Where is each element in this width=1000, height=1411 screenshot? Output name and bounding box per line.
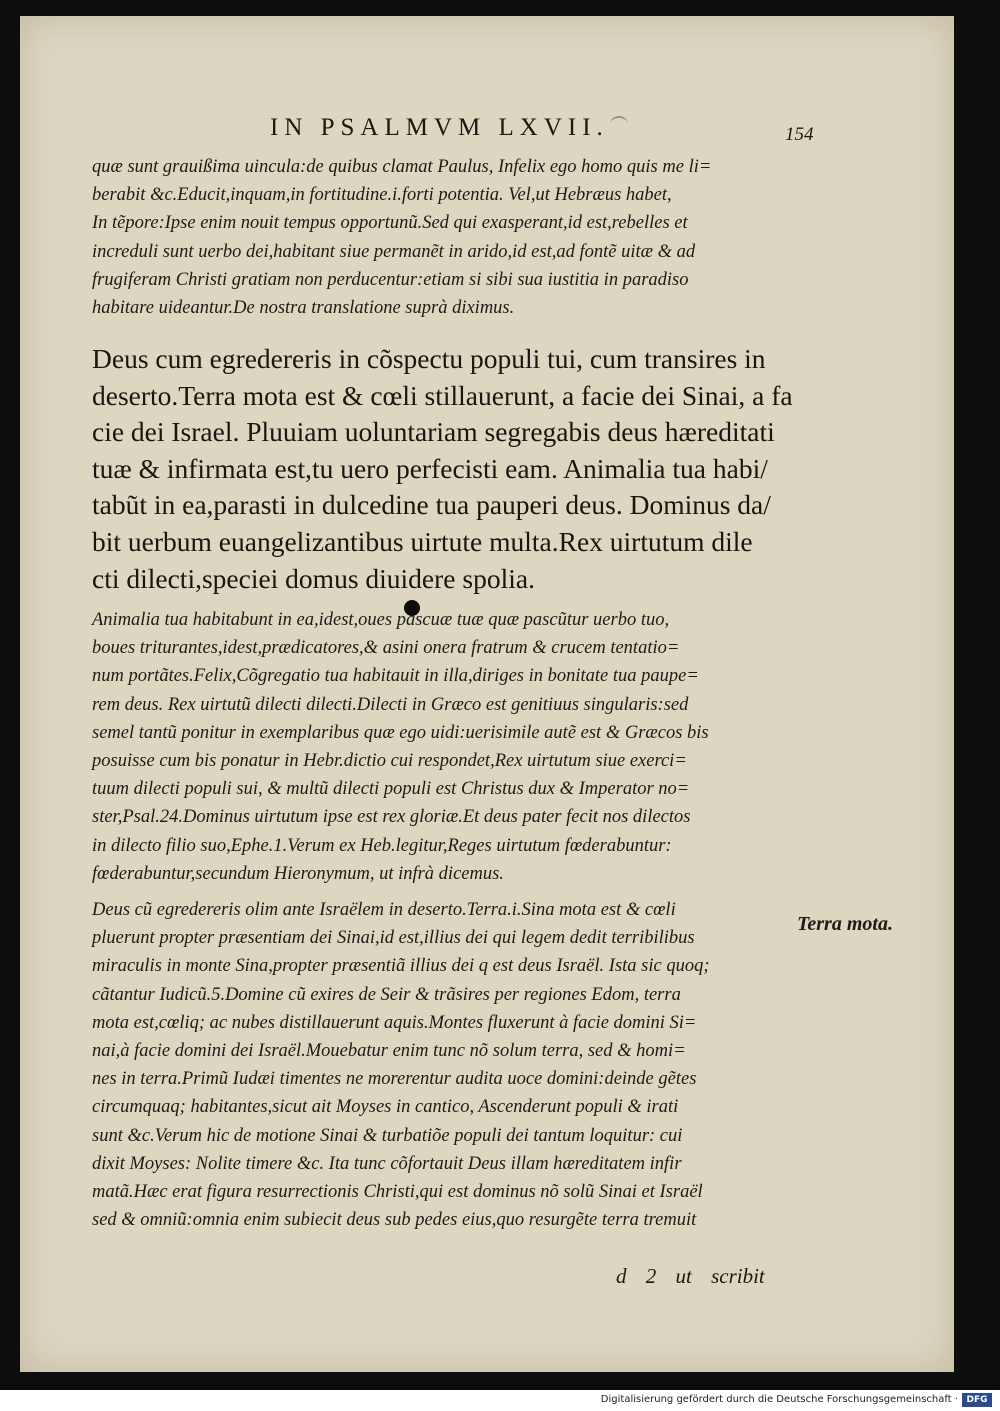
text-line: mota est,cœliq; ac nubes distillauerunt aquis.Montes fluxerunt à facie domini Si= [92,1012,697,1033]
scripture-line: Deus cum egredereris in cõspectu populi tui, cum transires in [92,343,766,374]
dfg-logo-icon: DFG [962,1393,992,1407]
ink-stain-mark [610,116,628,132]
text-line: dixit Moyses: Nolite timere &c. Ita tunc cõfortauit Deus illam hæreditatem infir [92,1153,682,1174]
text-line: semel tantũ ponitur in exemplaribus quæ ego uidi:uerisimile autẽ est & Græcos bis [92,722,709,743]
text-line: nai,à facie domini dei Israël.Mouebatur enim tunc nõ solum terra, sed & homi= [92,1040,686,1061]
catchword: d 2 ut scribit [616,1264,765,1288]
text-line: pluerunt propter præsentiam dei Sinai,id est,illius dei qui legem dedit terribilibus [92,928,695,949]
text-line: nes in terra.Primũ Iudæi timentes ne morerentur audita uoce domini:deinde gẽtes [92,1069,697,1090]
scripture-line: tuæ & infirmata est,tu uero perfecisti eam. Animalia tua habi/ [92,452,768,484]
footer-bar [0,1390,1000,1411]
text-line: frugiferam Christi gratiam non perducentur:etiam si sibi sua iustitia in paradiso [92,269,689,290]
text-line: cãtantur Iudicũ.5.Domine cũ exires de Seir & trãsires per regiones Edom, terra [92,984,681,1005]
text-line: quæ sunt grauißima uincula:de quibus clamat Paulus, Infelix ego homo quis me li= [92,157,712,177]
scripture-line: tabũt in ea,parasti in dulcedine tua pauperi deus. Dominus da/ [92,489,771,521]
text-line: matã.Hæc erat figura resurrectionis Christi,qui est dominus nõ solũ Sinai et Israël [92,1181,703,1202]
text-line: sunt &c.Verum hic de motione Sinai & turbatiõe populi dei tantum loquitur: cui [92,1125,683,1146]
scripture-line: cie dei Israel. Pluuiam uoluntariam segregabis deus hæreditati [92,416,775,448]
scripture-line: cti dilecti,speciei domus diuidere spolia. [92,562,535,594]
funding-credit: Digitalisierung gefördert durch die Deutsche Forschungsgemeinschaft · [600,1394,958,1405]
text-line: In tẽpore:Ipse enim nouit tempus opportunũ.Sed qui exasperant,id est,rebelles et [92,213,688,234]
text-line: habitare uideantur.De nostra translatione suprà diximus. [92,297,515,318]
text-line: miraculis in monte Sina,propter præsentiã illius dei q est deus Israël. Ista sic quoq; [92,956,710,977]
text-line: berabit &c.Educit,inquam,in fortitudine.i.forti potentia. Vel,ut Hebræus habet, [92,185,672,206]
text-line: boues triturantes,idest,prædicatores,& asini onera fratrum & crucem tentatio= [92,638,680,659]
text-line: circumquaq; habitantes,sicut ait Moyses in cantico, Ascenderunt populi & irati [92,1097,679,1118]
commentary-block-middle [92,606,792,888]
text-line: posuisse cum bis ponatur in Hebr.dictio cui respondet,Rex uirtutum siue exerci= [92,750,687,771]
text-line: fœderabuntur,secundum Hieronymum, ut infrà dicemus. [92,863,504,884]
text-line: Animalia tua habitabunt in ea,idest,oues pascuæ tuæ quæ pascũtur uerbo tuo, [92,610,670,630]
text-line: Deus cũ egredereris olim ante Israëlem in deserto.Terra.i.Sina mota est & cœli [92,900,676,920]
text-line: num portãtes.Felix,Cõgregatio tua habitauit in illa,diriges in bonitate tua paupe= [92,666,699,687]
text-line: in dilecto filio suo,Ephe.1.Verum ex Heb.legitur,Reges uirtutum fœderabuntur: [92,835,672,856]
scripture-line: bit uerbum euangelizantibus uirtute multa.Rex uirtutum dile [92,525,753,557]
text-line: ster,Psal.24.Dominus uirtutum ipse est rex gloriæ.Et deus pater fecit nos dilectos [92,807,691,828]
running-title: IN PSALMVM LXVII. [270,114,609,141]
scripture-line: deserto.Terra mota est & cœli stillauerunt, a facie dei Sinai, a fa [92,379,793,411]
text-line: rem deus. Rex uirtutũ dilecti dilecti.Dilecti in Græco est genitiuus singularis:sed [92,694,689,715]
folio-number: 154 [785,124,814,145]
text-line: tuum dilecti populi sui, & multũ dilecti populi est Christus dux & Imperator no= [92,779,690,800]
marginal-note: Terra mota. [797,913,893,935]
text-line: sed & omniũ:omnia enim subiecit deus sub pedes eius,quo resurgẽte terra tremuit [92,1210,697,1231]
book-page [20,16,954,1372]
text-line: increduli sunt uerbo dei,habitant siue permanẽt in arido,id est,ad fontẽ uitæ & ad [92,241,696,262]
commentary-block-bottom [92,896,792,1234]
scripture-block [92,341,792,597]
commentary-block-top [92,153,792,322]
